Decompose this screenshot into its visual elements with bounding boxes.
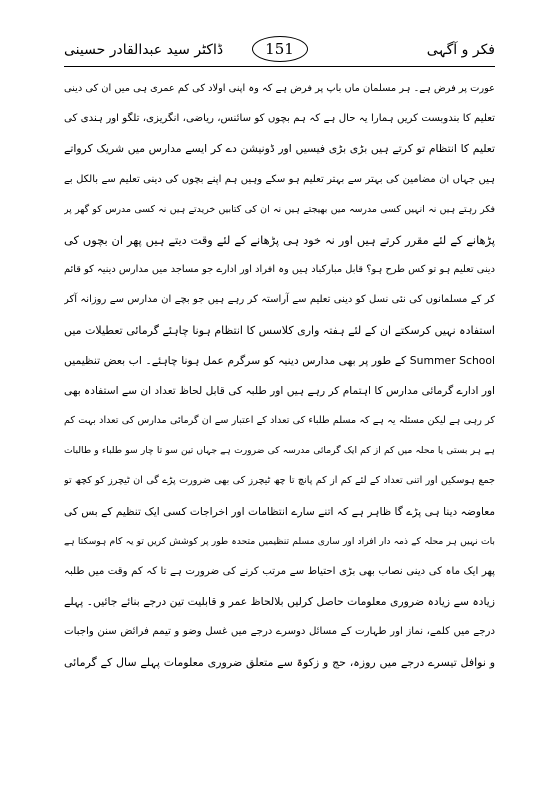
text-line: پھر ایک ماہ کی دینی نصاب بھی بڑی احتیاط سے مرتب کرنے کی ضرورت ہے تا کہ کم وقت میں طلبہ	[64, 566, 495, 577]
book-title: فکر و آگہی	[426, 42, 495, 58]
text-line: معاوضہ دینا ہی پڑے گا ظاہر ہے کہ اتنے سارے انتظامات اور اخراجات کسی ایک تنظیم کے بس کی	[64, 505, 495, 518]
text-line: درجے میں کلمے، نماز اور طہارت کے مسائل دوسرے درجے میں غسل وضو و تیمم فرائض سنن واجبات	[64, 626, 495, 638]
author-name: ڈاکٹر سید عبدالقادر حسینی	[64, 42, 224, 58]
text-line: فکر رہتے ہیں نہ انہیں کسی مدرسہ میں بھیجتے ہیں نہ ان کی کتابیں خریدتے ہیں نہ کسی مدرس کو گھر پر	[64, 203, 495, 215]
text-line: تعلیم کا انتظام تو کرتے ہیں بڑی بڑی فیسیں اور ڈونیشن دے کر ایسے مدارس میں شریک کرواتے	[64, 142, 495, 156]
text-line: جمع ہوسکیں اور اتنی تعداد کے لئے کم از کم پانچ تا چھ ٹیچرز کی بھی ضرورت پڑے گی ان ٹیچرز کو کچھ تو	[64, 475, 495, 487]
text-line: عورت پر فرض ہے۔ ہر مسلمان ماں باپ پر فرض ہے کہ وہ اپنی اولاد کی کم عمری ہی میں ان کی دینی	[64, 83, 495, 94]
text-line: استفادہ نہیں کرسکتے ان کے لئے ہفتہ واری کلاسس کا انتظام ہونا چاہئے گرمائی تعطیلات میں	[64, 323, 495, 337]
page-number: 151	[252, 36, 308, 62]
text-line: ہیں جہاں ان مضامین کی بہتر سے بہتر تعلیم ہو سکے وہیں ہم اپنے بچوں کی دینی تعلیم سے بالکل بے	[64, 173, 495, 185]
header-rule	[64, 66, 495, 67]
body-text	[64, 74, 495, 678]
text-line: و نوافل تیسرے درجے میں روزہ، حج و زکوۃ سے متعلق ضروری معلومات پہلے سال کے گرمائی	[64, 655, 495, 669]
page-header	[64, 36, 495, 66]
text-line: دینی تعلیم ہو تو کس طرح ہو؟ قابل مبارکباد ہیں وہ افراد اور ادارے جو مساجد میں مدارس دینیہ کو قائم	[64, 264, 495, 276]
text-line: Summer School کے طور پر بھی مدارس دینیہ کو سرگرم عمل ہونا چاہئے۔ اب بعض تنظیمیں	[64, 353, 495, 367]
text-line: کر رہی ہے لیکن مسئلہ یہ ہے کہ مسلم طلباء کی تعداد کے اعتبار سے ان گرمائی مدارس کی تعداد بہت کم	[64, 415, 495, 427]
text-line: زیادہ سے زیادہ ضروری معلومات حاصل کرلیں بلالحاظ عمر و قابلیت تین درجے بنائے جائیں۔ پہلے	[64, 595, 495, 609]
text-line: ہے ہر بستی یا محلہ میں کم از کم ایک گرمائی مدرسہ کی ضرورت ہے جہاں تین سو تا چار سو طلباء و طالبات	[64, 445, 495, 457]
text-line: پڑھانے کے لئے مقرر کرتے ہیں اور نہ خود ہی پڑھانے کے لئے وقت دیتے ہیں پھر ان بچوں کی	[64, 232, 495, 247]
text-line: کر کے مسلمانوں کی نئی نسل کو دینی تعلیم سے آراستہ کر رہے ہیں جو بچے ان مدارس سے روزانہ آکر	[64, 294, 495, 306]
text-line: بات نہیں ہر محلہ کے ذمہ دار افراد اور ساری مسلم تنظیمیں متحدہ طور پر کوشش کریں تو یہ کام ہوسکتا ہے	[64, 535, 495, 547]
text-line: اور ادارے گرمائی مدارس کا اہتمام کر رہے ہیں اور طلبہ کی قابل لحاظ تعداد ان سے استفادہ بھی	[64, 384, 495, 397]
text-line: تعلیم کا بندوبست کریں ہمارا یہ حال ہے کہ ہم بچوں کو سائنس، ریاضی، انگریزی، تلگو اور ہندی کی	[64, 113, 495, 125]
